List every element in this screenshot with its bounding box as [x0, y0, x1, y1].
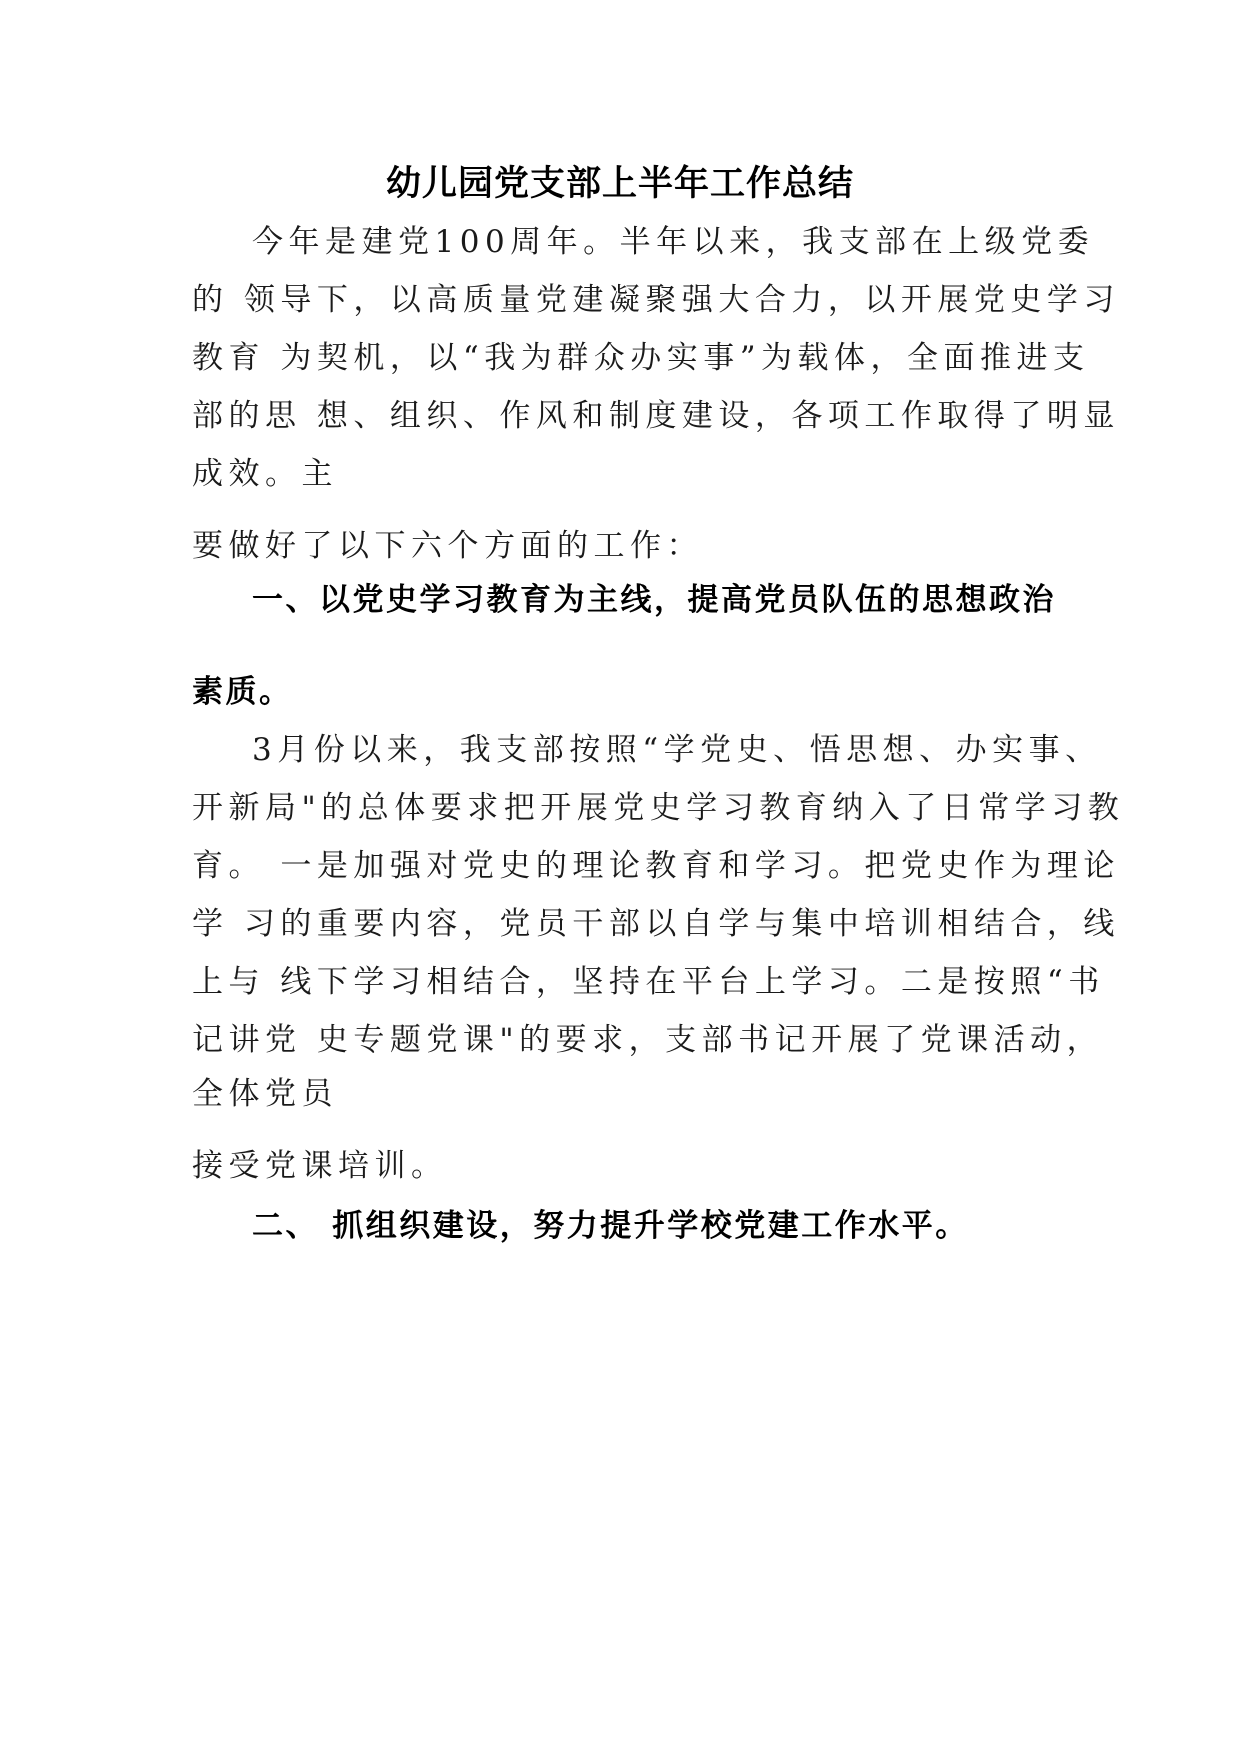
section-1-body-line-2: 开新局"的总体要求把开展党史学习教育纳入了日常学习教: [192, 790, 1125, 826]
section-1-body-line-6: 记讲党 史专题党课"的要求，支部书记开展了党课活动，: [192, 1022, 1104, 1058]
section-1-body-line-5: 上与 线下学习相结合，坚持在平台上学习。二是按照“书: [192, 964, 1105, 1000]
intro-line-4: 部的思 想、组织、作风和制度建设，各项工作取得了明显: [192, 398, 1120, 434]
document-title: 幼儿园党支部上半年工作总结: [385, 164, 854, 204]
intro-line-1: 今年是建党100周年。半年以来，我支部在上级党委: [252, 224, 1095, 260]
intro-line-6: 要做好了以下六个方面的工作：: [192, 528, 703, 564]
intro-line-3: 教育 为契机，以“我为群众办实事”为载体，全面推进支: [192, 340, 1090, 376]
intro-line-2: 的 领导下，以高质量党建凝聚强大合力，以开展党史学习: [192, 282, 1120, 318]
section-1-body-line-4: 学 习的重要内容，党员干部以自学与集中培训相结合，线: [192, 906, 1120, 942]
section-1-heading-line-1: 一、以党史学习教育为主线，提高党员队伍的思想政治: [252, 582, 1056, 618]
section-1-body-line-8: 接受党课培训。: [192, 1148, 448, 1184]
section-2-heading: 二、 抓组织建设，努力提升学校党建工作水平。: [252, 1208, 969, 1244]
section-1-body-line-3: 育。 一是加强对党史的理论教育和学习。把党史作为理论: [192, 848, 1120, 884]
intro-line-5: 成效。主: [192, 456, 338, 492]
section-1-body-line-7: 全体党员: [192, 1076, 338, 1112]
section-1-body-line-1: 3月份以来，我支部按照“学党史、悟思想、办实事、: [252, 732, 1102, 768]
section-1-heading-line-2: 素质。: [192, 674, 293, 710]
